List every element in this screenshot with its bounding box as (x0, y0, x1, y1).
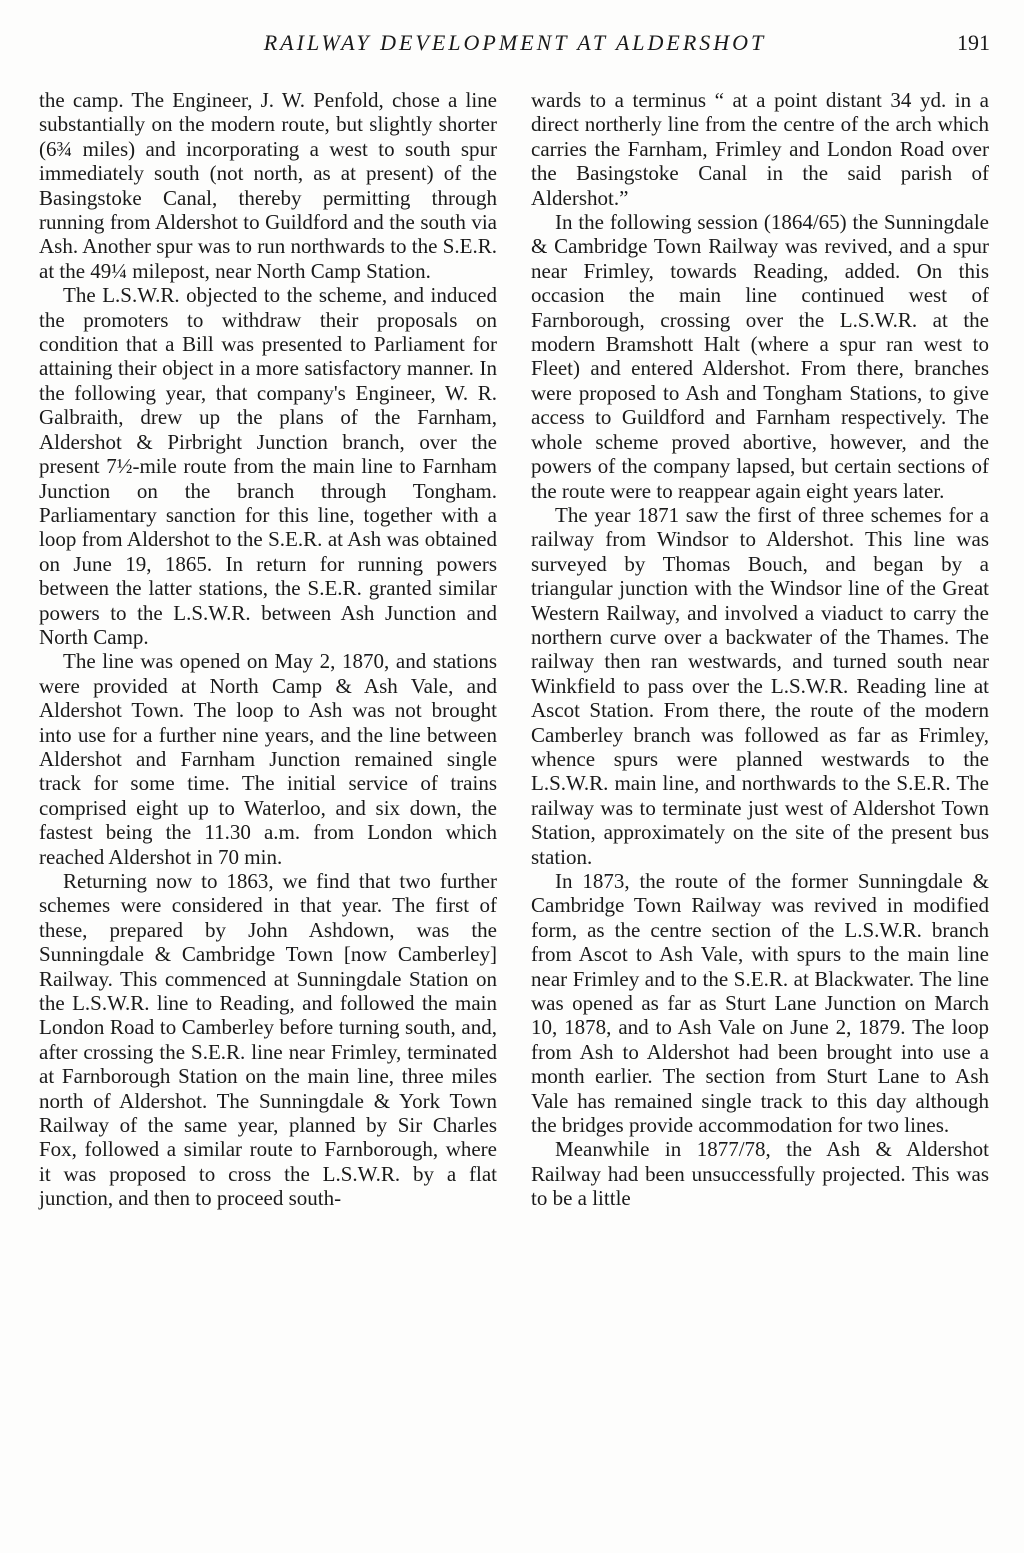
page-number: 191 (957, 30, 990, 55)
running-title: RAILWAY DEVELOPMENT AT ALDERSHOT (263, 30, 767, 55)
page-header (40, 30, 990, 60)
paragraph: wards to a terminus “ at a point distant 34 yd. in a direct northerly line from the centre of the arch which carries the Farnham, Frimley and London Road over the Basingstoke Canal in the said parish of Aldershot.” (531, 88, 989, 210)
paragraph: the camp. The Engineer, J. W. Penfold, chose a line substantially on the modern route, but slightly shorter (6¾ miles) and incorporating a west to south spur immediately south (not north, as at present) of the Basingstoke Canal, thereby permitting through running from Aldershot to Guildford and the south via Ash. Another spur was to run northwards to the S.E.R. at the 49¼ milepost, near North Camp Station. (39, 88, 497, 283)
paragraph: Returning now to 1863, we find that two further schemes were considered in that year. The first of these, prepared by John Ashdown, was the Sunningdale & Cambridge Town [now Camberley] Railway. This commenced at Sunningdale Station on the L.S.W.R. line to Reading, and followed the main London Road to Camberley before turning south, and, after crossing the S.E.R. line near Frimley, terminated at Farnborough Station on the main line, three miles north of Aldershot. The Sunningdale & York Town Railway of the same year, planned by Sir Charles Fox, followed a similar route to Farnborough, where it was proposed to cross the L.S.W.R. by a flat junction, and then to proceed south- (39, 869, 497, 1211)
paragraph: Meanwhile in 1877/78, the Ash & Aldershot Railway had been unsuccessfully projected. This was to be a little (531, 1137, 989, 1211)
right-column (531, 88, 989, 1211)
paragraph: In 1873, the route of the former Sunningdale & Cambridge Town Railway was revived in modified form, as the centre section of the L.S.W.R. branch from Ascot to Ash Vale, with spurs to the main line near Frimley and to the S.E.R. at Blackwater. The line was opened as far as Sturt Lane Junction on March 10, 1878, and to Ash Vale on June 2, 1879. The loop from Ash to Aldershot had been brought into use a month earlier. The section from Sturt Lane to Ash Vale has remained single track to this day although the bridges provide accommodation for two lines. (531, 869, 989, 1138)
left-column (39, 88, 497, 1211)
paragraph: The line was opened on May 2, 1870, and stations were provided at North Camp & Ash Vale, and Aldershot Town. The loop to Ash was not brought into use for a further nine years, and the line between Aldershot and Farnham Junction remained single track for some time. The initial service of trains comprised eight up to Waterloo, and six down, the fastest being the 11.30 a.m. from London which reached Aldershot in 70 min. (39, 649, 497, 869)
paragraph: In the following session (1864/65) the Sunningdale & Cambridge Town Railway was revived, and a spur near Frimley, towards Reading, added. On this occasion the main line continued west of Farnborough, crossing over the L.S.W.R. at the modern Bramshott Halt (where a spur ran west to Fleet) and entered Aldershot. From there, branches were proposed to Ash and Tongham Stations, to give access to Guildford and Farnham respectively. The whole scheme proved abortive, however, and the powers of the company lapsed, but certain sections of the route were to reappear again eight years later. (531, 210, 989, 503)
paragraph: The L.S.W.R. objected to the scheme, and induced the promoters to withdraw their proposals on condition that a Bill was presented to Parliament for attaining their object in a more satisfactory manner. In the following year, that company's Engineer, W. R. Galbraith, drew up the plans of the Farnham, Aldershot & Pirbright Junction branch, over the present 7½-mile route from the main line to Farnham Junction on the branch through Tongham. Parliamentary sanction for this line, together with a loop from Aldershot to the S.E.R. at Ash was obtained on June 19, 1865. In return for running powers between the latter stations, the S.E.R. granted similar powers to the L.S.W.R. between Ash Junction and North Camp. (39, 283, 497, 649)
paragraph: The year 1871 saw the first of three schemes for a railway from Windsor to Aldershot. This line was surveyed by Thomas Bouch, and began by a triangular junction with the Windsor line of the Great Western Railway, and involved a viaduct to carry the northern curve over a backwater of the Thames. The railway then ran westwards, and turned south near Winkfield to pass over the L.S.W.R. Reading line at Ascot Station. From there, the route of the modern Camberley branch was followed as far as Frimley, whence spurs were planned westwards to the L.S.W.R. main line, and northwards to the S.E.R. The railway was to terminate just west of Aldershot Town Station, approximately on the site of the present bus station. (531, 502, 989, 869)
